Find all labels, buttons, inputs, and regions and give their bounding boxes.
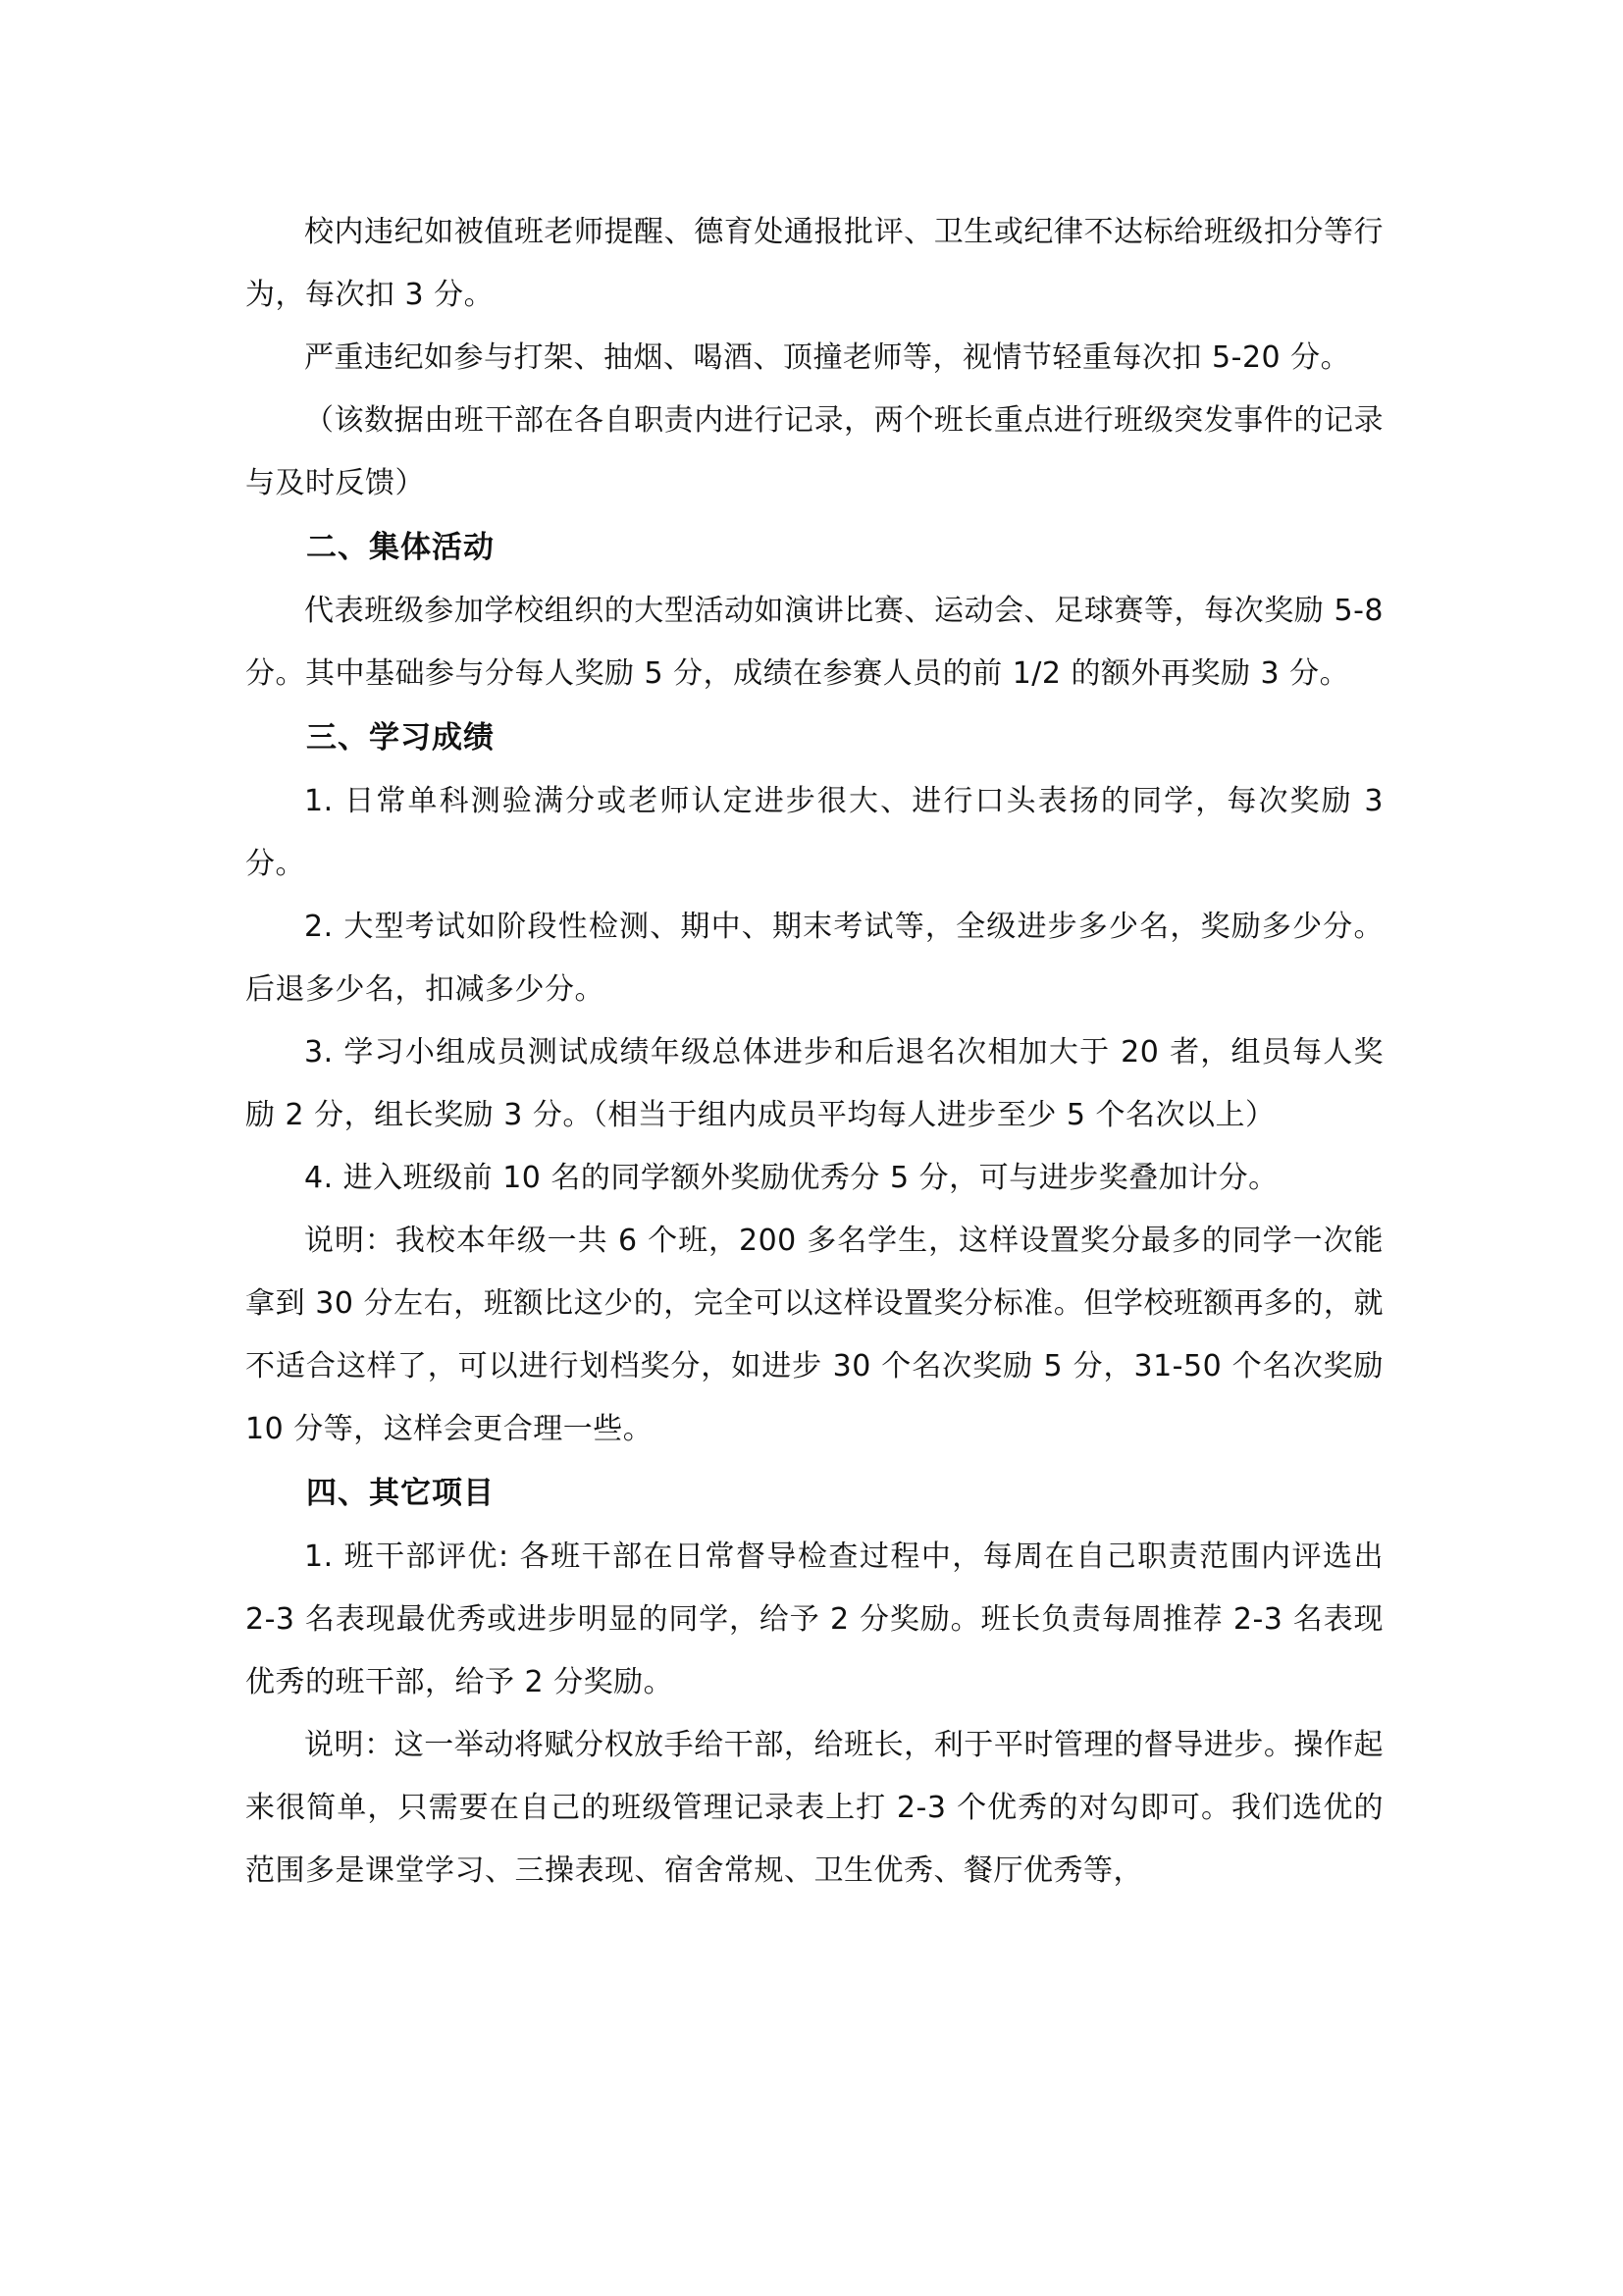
- document-page: [245, 201, 1384, 1903]
- paragraph-academic-2: 2. 大型考试如阶段性检测、期中、期末考试等，全级进步多少名，奖励多少分。后退多少名，扣减多少分。: [245, 910, 1384, 1007]
- paragraph-academic-note: 说明：我校本年级一共 6 个班，200 多名学生，这样设置奖分最多的同学一次能拿到 30 分左右，班额比这少的，完全可以这样设置奖分标准。但学校班额再多的，就不适合这样了，可以进行划档奖分，如进步 30 个名次奖励 5 分，31-50 个名次奖励 10 分等，这样会更合理一些。: [245, 1224, 1384, 1446]
- paragraph-other-note: 说明：这一举动将赋分权放手给干部，给班长，利于平时管理的督导进步。操作起来很简单，只需要在自己的班级管理记录表上打 2-3 个优秀的对勾即可。我们选优的范围多是课堂学习、三操表现、宿舍常规、卫生优秀、餐厅优秀等，: [245, 1728, 1384, 1888]
- paragraph-discipline-serious: 严重违纪如参与打架、抽烟、喝酒、顶撞老师等，视情节轻重每次扣 5-20 分。: [304, 340, 1351, 375]
- heading-group-activities: 二、集体活动: [306, 530, 495, 565]
- paragraph-discipline-minor: 校内违纪如被值班老师提醒、德育处通报批评、卫生或纪律不达标给班级扣分等行为，每次扣 3 分。: [245, 215, 1384, 312]
- paragraph-academic-4: 4. 进入班级前 10 名的同学额外奖励优秀分 5 分，可与进步奖叠加计分。: [304, 1161, 1279, 1195]
- paragraph-record-note: （该数据由班干部在各自职责内进行记录，两个班长重点进行班级突发事件的记录与及时反馈）: [245, 403, 1384, 500]
- paragraph-academic-3: 3. 学习小组成员测试成绩年级总体进步和后退名次相加大于 20 者，组员每人奖励 2 分，组长奖励 3 分。（相当于组内成员平均每人进步至少 5 个名次以上）: [245, 1035, 1384, 1132]
- paragraph-activities: 代表班级参加学校组织的大型活动如演讲比赛、运动会、足球赛等，每次奖励 5-8 分。其中基础参与分每人奖励 5 分，成绩在参赛人员的前 1/2 的额外再奖励 3 分。: [245, 594, 1384, 691]
- heading-other-items: 四、其它项目: [306, 1476, 495, 1511]
- paragraph-academic-1: 1. 日常单科测验满分或老师认定进步很大、进行口头表扬的同学，每次奖励 3 分。: [245, 784, 1384, 881]
- heading-academic-results: 三、学习成绩: [306, 720, 495, 756]
- paragraph-other-1: 1. 班干部评优: 各班干部在日常督导检查过程中，每周在自己职责范围内评选出 2-3 名表现最优秀或进步明显的同学，给予 2 分奖励。班长负责每周推荐 2-3 名表现优秀的班干部，给予 2 分奖励。: [245, 1539, 1384, 1699]
